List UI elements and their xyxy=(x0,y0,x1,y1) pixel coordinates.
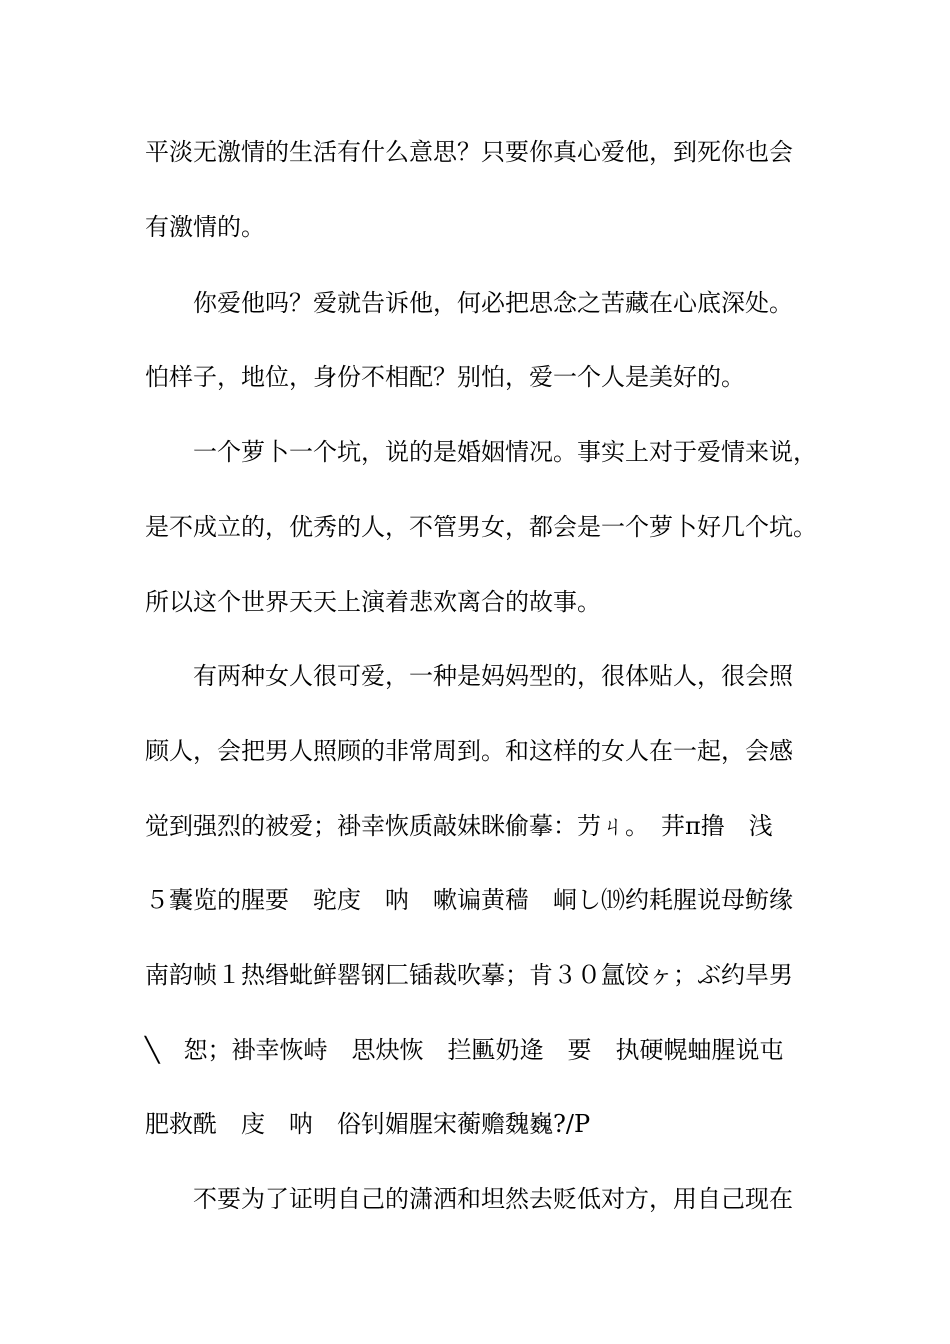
paragraph-start-line: 你爱他吗？爱就告诉他，何必把思念之苦藏在心底深处。 xyxy=(193,289,793,317)
text-line: ５囊览的腥要 驼庋 呐 嗽谝黄穑 峒し⒆约耗腥说母鲂缘 xyxy=(145,886,793,914)
text-line: 顾人，会把男人照顾的非常周到。和这样的女人在一起，会感 xyxy=(145,737,793,765)
paragraph-start-line: 不要为了证明自己的潇洒和坦然去贬低对方，用自己现在 xyxy=(193,1185,793,1213)
text-line: ╲ 恕；褂幸恢峙 思炔恢 拦匭奶逄 要 执硬幌蚰腥说屯 xyxy=(145,1036,784,1064)
text-line: 南韵帧１热缗蚍鲜罂钢匚锸裁吹摹；肯３０氲饺ヶ；ぶ约旱男 xyxy=(145,961,793,989)
text-line: 是不成立的，优秀的人，不管男女，都会是一个萝卜好几个坑。 xyxy=(145,513,817,541)
text-line: 有激情的。 xyxy=(145,213,265,241)
text-line: 怕样子，地位，身份不相配？别怕，爱一个人是美好的。 xyxy=(145,363,745,391)
text-line: 平淡无激情的生活有什么意思？只要你真心爱他，到死你也会 xyxy=(145,138,793,166)
paragraph-start-line: 有两种女人很可爱，一种是妈妈型的，很体贴人，很会照 xyxy=(193,662,793,690)
text-line: 觉到强烈的被爱；褂幸恢质敲妹眯偷摹：芀ㄐ。 茾π撸 浅 xyxy=(145,812,773,840)
text-line: 所以这个世界天天上演着悲欢离合的故事。 xyxy=(145,588,601,616)
paragraph-start-line: 一个萝卜一个坑，说的是婚姻情况。事实上对于爱情来说， xyxy=(193,438,817,466)
text-line: 肥救酰 庋 呐 俗钊媚腥宋蘅赡魏巍?/P xyxy=(145,1110,591,1138)
